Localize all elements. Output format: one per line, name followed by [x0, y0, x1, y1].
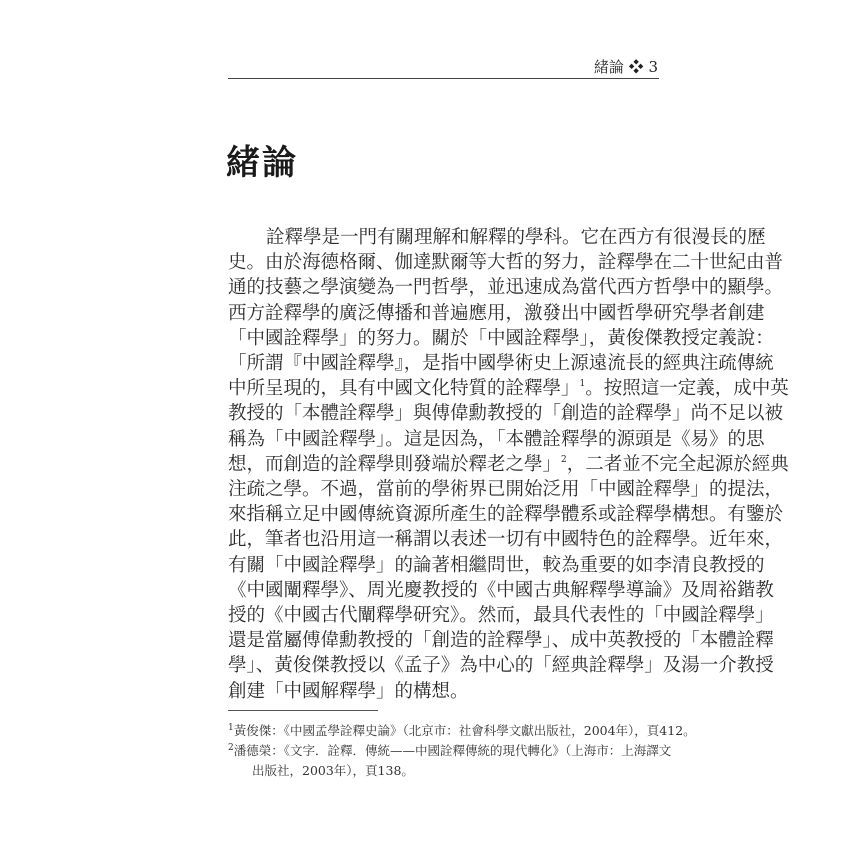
footnote-text: 黃俊傑：《中國孟學詮釋史論》（北京市：社會科學文獻出版社，2004年），頁412。 — [233, 723, 696, 738]
text-line — [228, 679, 659, 704]
footnote — [228, 741, 672, 761]
text-segment: 。按照這一定義，成中英 — [585, 378, 789, 400]
text-segment: 《中國闡釋學》、周光慶教授的《中國古典解釋學導論》及周裕鍇教 — [228, 579, 774, 601]
body-text — [228, 225, 789, 704]
text-line — [228, 351, 774, 376]
text-segment: ，二者並不完全起源於經典 — [566, 453, 789, 475]
text-segment: 中所呈現的，具有中國文化特質的詮釋學」 — [228, 378, 580, 400]
text-line — [228, 477, 784, 502]
text-segment: 教授的「本體詮釋學」與傅偉勳教授的「創造的詮釋學」尚不足以被 — [228, 403, 784, 425]
text-segment: 創建「中國解釋學」的構想。 — [228, 680, 469, 702]
running-head: 緒論 ❖ 3 — [593, 58, 658, 76]
text-segment: 學」、黃俊傑教授以《孟子》為中心的「經典詮釋學」及湯一介教授 — [228, 655, 774, 677]
header-rule — [228, 78, 659, 79]
chapter-title: 緒論 — [226, 143, 298, 183]
text-line — [228, 628, 774, 653]
text-line — [228, 326, 774, 351]
footnote-text-continued: 出版社，2003年），頁138。 — [252, 763, 414, 778]
text-line — [228, 401, 784, 426]
text-line — [228, 427, 765, 452]
footnote-ref[interactable]: 1 — [579, 379, 586, 390]
text-segment: 稱為「中國詮釋學」。這是因為，「本體詮釋學的源頭是《易》的思 — [228, 428, 765, 450]
text-line — [228, 250, 784, 275]
text-line — [228, 553, 765, 578]
footnote-text: 潘德榮：《文字．詮釋．傳統——中國詮釋傳統的現代轉化》（上海市：上海譯文 — [233, 743, 672, 758]
text-segment: 有關「中國詮釋學」的論著相繼問世，較為重要的如李清良教授的 — [228, 554, 765, 576]
text-line — [228, 275, 784, 300]
text-line — [228, 578, 774, 603]
text-line — [228, 653, 774, 678]
text-segment: 來指稱立足中國傳統資源所產生的詮釋學體系或詮釋學構想。有鑒於 — [228, 504, 784, 526]
text-line — [228, 527, 784, 552]
text-segment: 「中國詮釋學」的努力。關於「中國詮釋學」，黃俊傑教授定義說： — [228, 327, 774, 349]
text-segment: 還是當屬傅偉勳教授的「創造的詮釋學」、成中英教授的「本體詮釋 — [228, 630, 774, 652]
text-segment: 西方詮釋學的廣泛傳播和普遍應用，激發出中國哲學研究學者創建 — [228, 302, 765, 324]
text-line — [228, 301, 765, 326]
text-segment: 史。由於海德格爾、伽達默爾等大哲的努力，詮釋學在二十世紀由普 — [228, 252, 784, 274]
text-segment: 授的《中國古代闡釋學研究》。然而，最具代表性的「中國詮釋學」 — [228, 605, 774, 627]
footnote — [228, 721, 696, 741]
text-segment: 此，筆者也沿用這一稱謂以表述一切有中國特色的詮釋學。近年來， — [228, 529, 784, 551]
text-line — [228, 502, 784, 527]
text-segment: 詮釋學是一門有關理解和解釋的學科。它在西方有很漫長的歷 — [266, 227, 766, 248]
text-segment: 想，而創造的詮釋學則發端於釋老之學」 — [228, 453, 562, 475]
text-line — [228, 376, 789, 401]
text-segment: 「所謂『中國詮釋學』，是指中國學術史上源遠流長的經典注疏傳統 — [228, 353, 774, 375]
text-line — [228, 225, 766, 250]
text-segment: 通的技藝之學演變為一門哲學，並迅速成為當代西方哲學中的顯學。 — [228, 277, 784, 299]
footnote-rule — [228, 710, 378, 711]
text-segment: 注疏之學。不過，當前的學術界已開始泛用「中國詮釋學」的提法， — [228, 479, 784, 501]
footnote-number: 1 — [228, 723, 234, 733]
footnotes — [228, 721, 696, 781]
footnote-number: 2 — [228, 743, 234, 753]
text-line — [228, 452, 789, 477]
footnote-ref[interactable]: 2 — [561, 454, 567, 465]
text-line — [228, 603, 774, 628]
